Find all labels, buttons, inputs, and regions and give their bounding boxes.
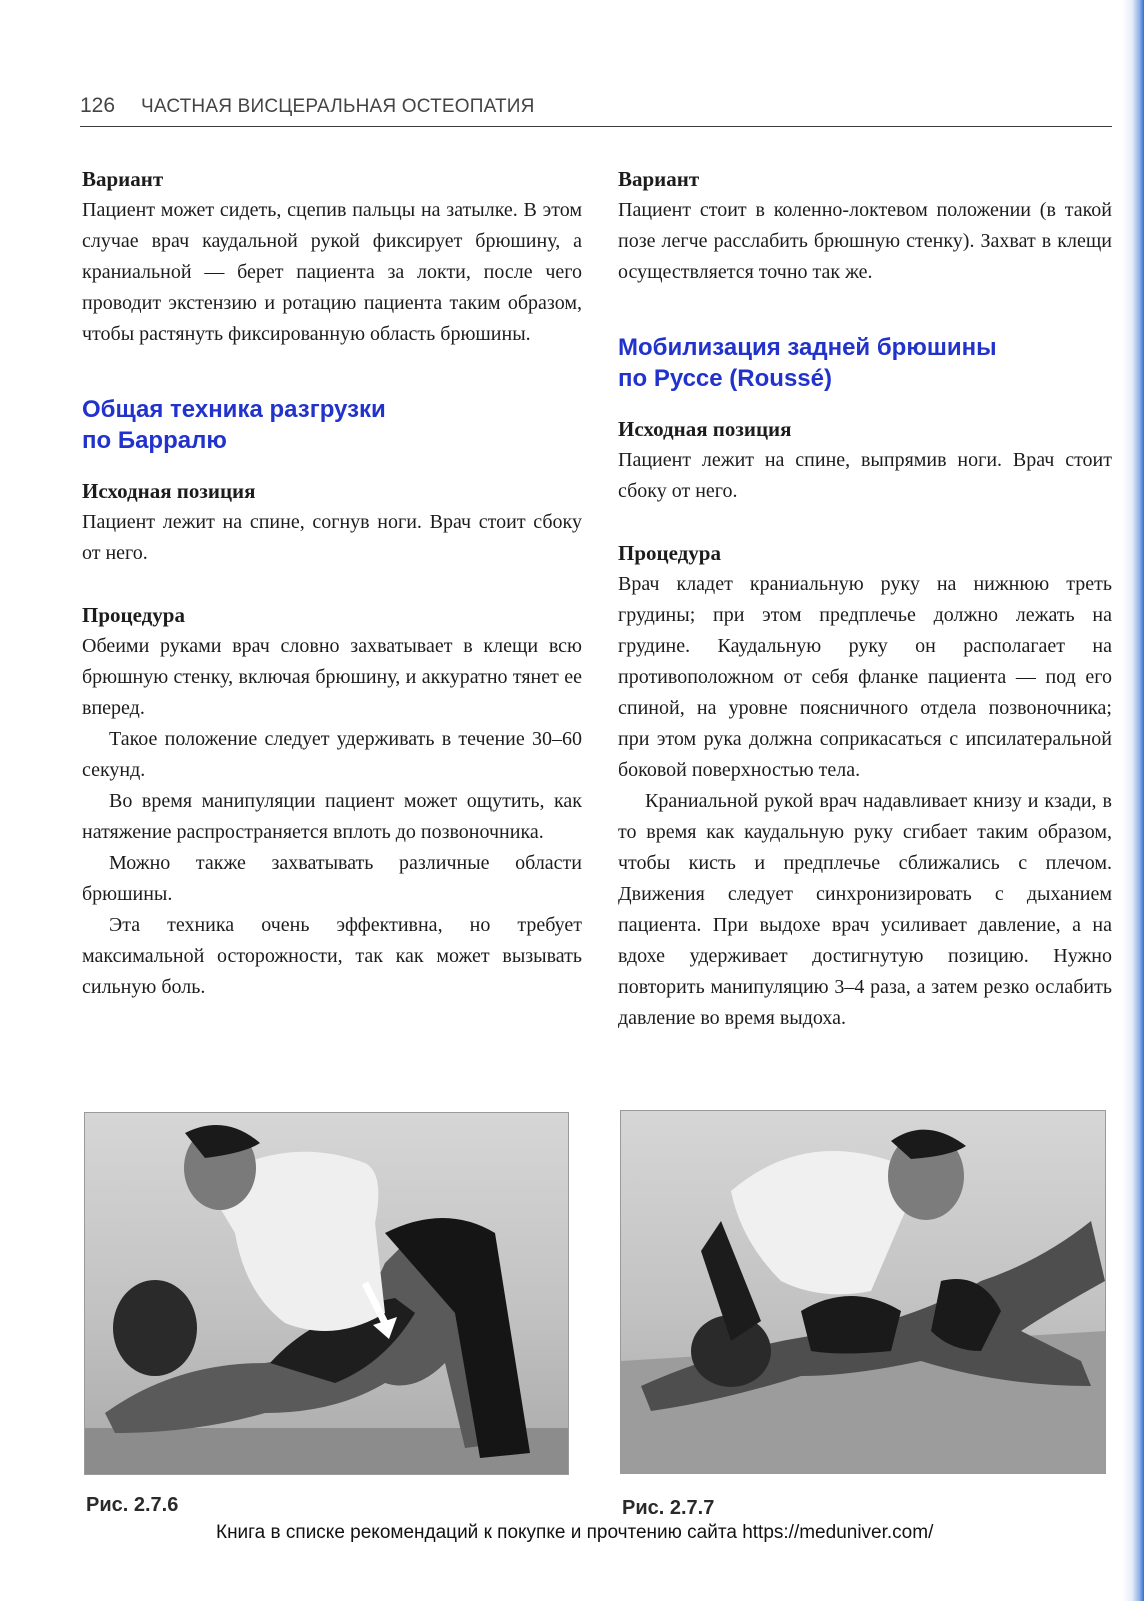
right-column — [618, 164, 1112, 1034]
start-position-heading: Исходная позиция — [618, 417, 792, 441]
variant-text: Пациент стоит в коленно-локтевом положении (в такой позе легче расслабить брюшную стенку). Захват в клещи осуществляется точно так же. — [618, 199, 1112, 283]
procedure-paragraph: Краниальной рукой врач надавливает книзу и кзади, в то время как каудальную руку сгибает таким образом, чтобы кисть и предплечье сближались с плечом. Движения следует синхронизировать с дыханием пациента. При выдохе врач усиливает давление, а на вдохе удерживает достигнутую позицию. Нужно повторить манипуляцию 3–4 раза, а затем резко ослабить давление во время выдоха. — [618, 790, 1112, 1029]
start-position-heading: Исходная позиция — [82, 479, 256, 503]
section-title-line1: Общая техника разгрузки — [82, 396, 386, 423]
running-title: ЧАСТНАЯ ВИСЦЕРАЛЬНАЯ ОСТЕОПАТИЯ — [141, 96, 535, 117]
variant-text: Пациент может сидеть, сцепив пальцы на затылке. В этом случае врач каудальной рукой фиксирует брюшину, а краниальной — берет пациента за локти, после чего проводит экстензию и ротацию пациента таким образом, чтобы растянуть фиксированную область брюшины. — [82, 199, 582, 345]
running-header — [80, 92, 1112, 127]
figure-caption: Рис. 2.7.6 — [86, 1494, 179, 1516]
section-title — [618, 332, 1112, 394]
start-position-text: Пациент лежит на спине, выпрямив ноги. Врач стоит сбоку от него. — [618, 449, 1112, 502]
figure-photo-2-7-7 — [620, 1110, 1106, 1474]
left-column — [82, 164, 582, 1003]
figure-photo-2-7-6 — [84, 1112, 569, 1475]
procedure-paragraph: Такое положение следует удерживать в течение 30–60 секунд. — [82, 728, 582, 781]
figure-caption: Рис. 2.7.7 — [622, 1497, 715, 1519]
section-title-line1: Мобилизация задней брюшины — [618, 334, 997, 361]
section-title-line2: по Руссе (Roussé) — [618, 365, 832, 392]
procedure-paragraph: Обеими руками врач словно захватывает в клещи всю брюшную стенку, включая брюшину, и аккуратно тянет ее вперед. — [82, 635, 582, 719]
variant-heading: Вариант — [618, 167, 700, 191]
section-title-line2: по Барралю — [82, 427, 227, 454]
procedure-paragraph: Врач кладет краниальную руку на нижнюю треть грудины; при этом предплечье должно лежать на грудине. Каудальную руку он располагает на противоположном от себя фланке пациента — под его спиной, на уровне поясничного отдела позвоночника; при этом рука должна соприкасаться с ипсилатеральной боковой поверхностью тела. — [618, 573, 1112, 781]
page-edge — [1122, 0, 1144, 1601]
variant-heading: Вариант — [82, 167, 164, 191]
page-number: 126 — [80, 94, 116, 117]
start-position-text: Пациент лежит на спине, согнув ноги. Врач стоит сбоку от него. — [82, 511, 582, 564]
footer-text: Книга в списке рекомендаций к покупке и прочтению сайта https://meduniver.com/ — [216, 1522, 934, 1543]
procedure-paragraph: Эта техника очень эффективна, но требует максимальной осторожности, так как может вызывать сильную боль. — [82, 914, 582, 998]
procedure-paragraph: Можно также захватывать различные области брюшины. — [82, 852, 582, 905]
procedure-heading: Процедура — [618, 541, 721, 565]
procedure-heading: Процедура — [82, 603, 185, 627]
procedure-paragraph: Во время манипуляции пациент может ощутить, как натяжение распространяется вплоть до позвоночника. — [82, 790, 582, 843]
section-title — [82, 394, 582, 456]
